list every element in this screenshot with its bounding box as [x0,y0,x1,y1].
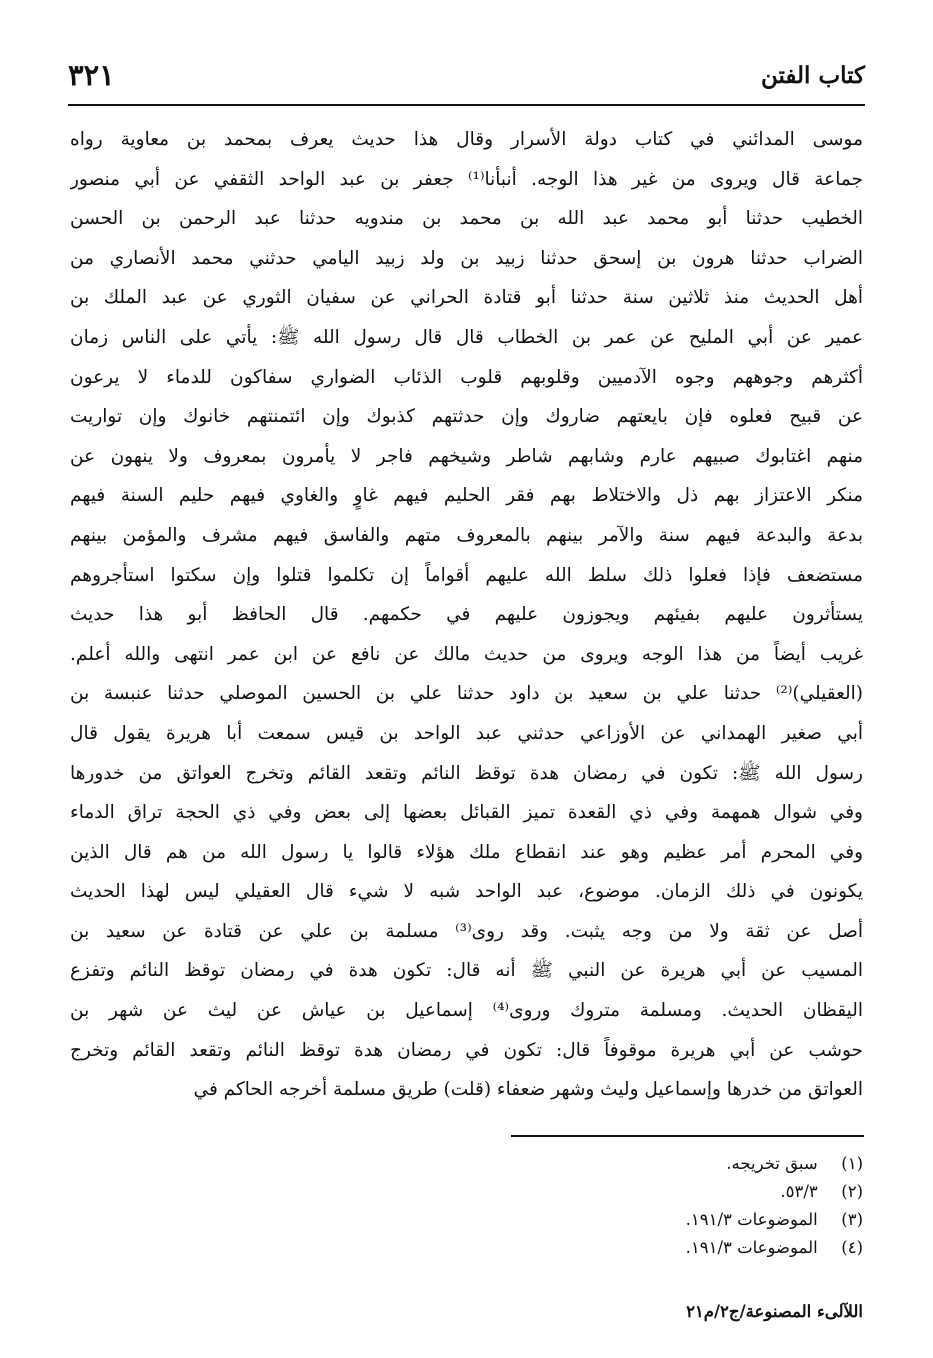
footnote-text: سبق تخريجه. [726,1154,818,1173]
text-line: (العقيلي)⁽²⁾ حدثنا علي بن سعيد بن داود حدثنا علي بن الحسين الموصلي حدثنا عنبسة بن [70,683,863,705]
footnote-number: (٢) [841,1182,863,1201]
text-line: الضراب حدثنا هرون بن إسحق حدثنا زبيد بن ولد زبيد اليامي حدثني محمد الأنصاري من [70,247,863,269]
footnotes [463,1150,863,1262]
text-line: العواتق من خدرها وإسماعيل وليث وشهر ضعفاء (قلت) طريق مسلمة أخرجه الحاكم في [193,1079,863,1101]
text-line: غريب أيضاً من هذا الوجه ويروى من حديث مالك عن نافع عن ابن عمر انتهى والله أعلم. [70,643,863,665]
text-line: رسول الله ﷺ: تكون في رمضان هدة توقظ النائم وتقعد القائم وتخرج العواتق من خدورها [70,762,863,784]
footnote-text: الموضوعات ١٩١/٣. [685,1210,818,1229]
text-line: أصل عن ثقة ولا من وجه يثبت. وقد روى⁽³⁾ مسلمة بن علي عن قتادة عن سعيد بن [70,920,863,942]
text-line: الخطيب حدثنا أبو محمد عبد الله بن محمد بن مندويه حدثنا عبد الرحمن بن الحسن [70,208,863,230]
footnote-item [463,1150,863,1178]
text-line: يكونون في ذلك الزمان. موضوع، عبد الواحد شبه لا شيء قال العقيلي ليس لهذا الحديث [70,881,863,903]
footnote-rule [511,1135,864,1137]
text-line: عمير عن أبي المليح عن عمر بن الخطاب قال قال رسول الله ﷺ: يأتي على الناس زمان [70,326,863,348]
text-line: أهل الحديث منذ ثلاثين سنة حدثنا أبو قتادة الحراني عن سفيان الثوري عن عبد الملك بن [70,287,863,309]
footnote-text: الموضوعات ١٩١/٣. [685,1238,818,1257]
text-line: منكر الاعتزاز بهم ذل والاختلاط بهم فقر الحليم فيهم غاوٍ والغاوي فيهم حليم السنة فيهم [70,485,863,507]
footnote-text: ٥٣/٣. [780,1182,818,1201]
text-line: اليقظان الحديث. ومسلمة متروك وروى⁽⁴⁾ إسماعيل بن عياش عن ليث عن شهر بن [70,1000,863,1022]
footnote-item [463,1234,863,1262]
header-rule [68,104,865,106]
text-line: منهم اغتابوك صبيهم عارم وشابهم شاطر وشيخهم فاجر لا يأمرون بمعروف ولا ينهون عن [70,445,863,467]
chapter-title: كتاب الفتن [760,62,865,89]
footnote-number: (٣) [841,1210,863,1229]
signature-mark: اللآلىء المصنوعة/ج٢/م٢١ [686,1302,863,1321]
body-text [70,120,863,1110]
text-line: مستضعف فإذا فعلوا ذلك سلط الله عليهم أقواماً إن تكلموا قتلوا وإن سكتوا استأجروهم [70,564,863,586]
text-line: أبي صغير الهمداني عن الأوزاعي حدثني عبد الواحد بن قيس سمعت أبا هريرة يقول قال [70,722,863,744]
text-line: وفي شوال همهمة وفي ذي القعدة تميز القبائل بعضها إلى بعض وفي ذي الحجة تراق الدماء [70,802,863,824]
text-line: يستأثرون عليهم بفيئهم ويجوزون عليهم في حكمهم. قال الحافظ أبو هذا حديث [70,604,863,626]
text-line: جماعة قال ويروى من غير هذا الوجه. أنبأنا⁽¹⁾ جعفر بن عبد الواحد الثقفي عن أبي منصور [70,168,863,190]
footnote-number: (٤) [841,1238,863,1257]
text-line: موسى المدائني في كتاب دولة الأسرار وقال هذا حديث يعرف بمحمد بن معاوية رواه [70,129,863,150]
text-line: حوشب عن أبي هريرة موقوفاً قال: تكون في رمضان هدة توقظ النائم وتقعد القائم وتخرج [70,1039,863,1061]
footnote-number: (١) [841,1154,863,1173]
footnote-item [463,1178,863,1206]
page-number: ٣٢١ [68,58,115,92]
text-line: بدعة والبدعة فيهم سنة والآمر بينهم بالمعروف متهم والفاسق فيهم مشرف والمؤمن بينهم [70,524,863,546]
footnote-item [463,1206,863,1234]
text-line: عن قبيح فعلوه فإن بايعتهم ضاروك وإن حدثتهم كذبوك وإن ائتمنتهم خانوك وإن تواريت [70,406,863,428]
text-line: المسيب عن أبي هريرة عن النبي ﷺ أنه قال: تكون هدة في رمضان توقظ النائم وتفزع [70,960,863,982]
page-header [68,58,865,98]
text-line: وفي المحرم أمر عظيم وهو عند انقطاع ملك هؤلاء قالوا يا رسول الله من هم قال الذين [70,841,863,863]
text-line: أكثرهم وجوههم وجوه الآدميين وقلوبهم قلوب الذئاب الضواري سفاكون للدماء لا يرعون [70,366,863,388]
